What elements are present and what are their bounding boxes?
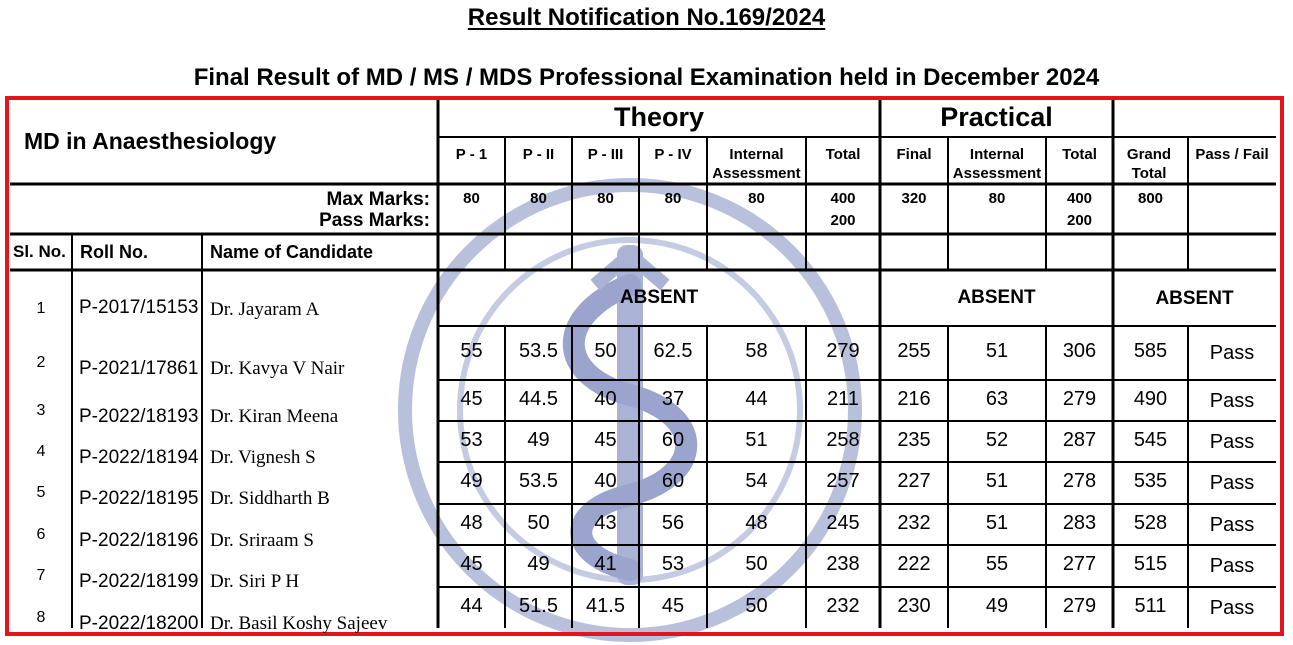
col-internal: Internal Assessment <box>712 146 801 182</box>
row-8-final: 230 <box>897 595 931 617</box>
row-2-total: 279 <box>826 340 860 362</box>
row-6-grand: 528 <box>1133 512 1168 534</box>
max-p4: 80 <box>664 190 682 207</box>
row-3-ptotal: 279 <box>1062 388 1097 410</box>
pass-theory-total: 200 <box>830 212 856 229</box>
max-final: 320 <box>901 190 927 207</box>
row-3-result: Pass <box>1209 390 1255 412</box>
row-1-theory-absent: ABSENT <box>619 287 699 308</box>
row-2-pia: 51 <box>985 340 1009 362</box>
max-theory-total: 400 <box>830 190 856 207</box>
row-4-p1: 53 <box>460 429 483 451</box>
row-3-p3: 40 <box>594 388 617 410</box>
row-6-ptotal: 283 <box>1062 512 1097 534</box>
row-5-p3: 40 <box>594 470 617 492</box>
row-8-p4: 45 <box>661 595 685 617</box>
max-p1: 80 <box>463 190 480 207</box>
practical-header: Practical <box>940 102 1053 132</box>
row-3-p2: 44.5 <box>519 388 558 410</box>
row-6-result: Pass <box>1209 514 1255 536</box>
row-4-final: 235 <box>897 429 931 451</box>
notification-title-text: Result Notification No.169/2024 <box>467 4 826 31</box>
row-7-grand: 515 <box>1133 553 1168 575</box>
row-3-name: Dr. Kiran Meena <box>210 406 339 427</box>
col-pass-fail: Pass / Fail <box>1195 146 1269 163</box>
row-2-ptotal: 306 <box>1062 340 1097 362</box>
row-7-final: 222 <box>897 553 931 575</box>
row-6-ia: 48 <box>745 512 768 534</box>
pass-marks-label: Pass Marks: <box>319 210 430 231</box>
row-3-total: 211 <box>827 388 859 410</box>
row-7-name: Dr. Siri P H <box>210 571 300 592</box>
max-marks-label: Max Marks: <box>326 189 430 210</box>
row-4-grand: 545 <box>1133 429 1168 451</box>
col-theory-total: Total <box>825 146 861 163</box>
row-3-p4: 37 <box>661 388 685 410</box>
row-4-p2: 49 <box>527 429 550 451</box>
row-8-grand: 511 <box>1134 595 1167 617</box>
row-5-result: Pass <box>1209 472 1255 494</box>
row-3-sl: 3 <box>36 402 46 419</box>
row-3-roll: P-2022/18193 <box>79 406 199 427</box>
roll-no-header: Roll No. <box>80 242 148 262</box>
row-6-name: Dr. Sriraam S <box>210 530 314 551</box>
row-2-p4: 62.5 <box>653 340 693 362</box>
sl-no-header: Sl. No. <box>13 242 66 261</box>
row-7-ptotal: 277 <box>1062 553 1097 575</box>
row-4-p3: 45 <box>594 429 617 451</box>
row-4-name: Dr. Vignesh S <box>210 447 316 468</box>
col-practical-total: Total <box>1062 146 1097 163</box>
row-7-result: Pass <box>1209 555 1255 577</box>
row-8-name: Dr. Basil Koshy Sajeev <box>210 613 388 634</box>
row-5-grand: 535 <box>1133 470 1168 492</box>
col-p3: P - III <box>587 146 624 163</box>
row-4-ptotal: 287 <box>1062 429 1097 451</box>
theory-header: Theory <box>613 102 705 132</box>
row-5-ptotal: 278 <box>1062 470 1097 492</box>
row-7-p1: 45 <box>460 553 483 575</box>
row-8-p3: 41.5 <box>586 595 625 617</box>
row-6-sl: 6 <box>36 526 46 543</box>
result-subtitle: Final Result of MD / MS / MDS Professional Examination held in December 2024 <box>193 64 1100 91</box>
row-4-total: 258 <box>826 429 860 451</box>
row-8-p2: 51.5 <box>519 595 558 617</box>
row-5-pia: 51 <box>985 470 1009 492</box>
row-8-ptotal: 279 <box>1062 595 1097 617</box>
col-p2: P - II <box>522 146 555 163</box>
row-8-total: 232 <box>826 595 860 617</box>
row-7-ia: 50 <box>745 553 768 575</box>
row-5-p1: 49 <box>460 470 483 492</box>
row-7-p3: 41 <box>594 553 617 575</box>
row-4-roll: P-2022/18194 <box>79 447 199 468</box>
row-8-ia: 50 <box>745 595 768 617</box>
row-4-ia: 51 <box>745 429 768 451</box>
row-2-grand: 585 <box>1133 340 1168 362</box>
row-5-ia: 54 <box>745 470 768 492</box>
row-6-p1: 48 <box>460 512 483 534</box>
row-2-name: Dr. Kavya V Nair <box>210 358 345 379</box>
row-8-sl: 8 <box>36 609 46 626</box>
max-p3: 80 <box>597 190 614 207</box>
row-5-p2: 53.5 <box>519 470 558 492</box>
row-5-final: 227 <box>897 470 931 492</box>
row-5-p4: 60 <box>661 470 685 492</box>
row-2-ia: 58 <box>745 340 768 362</box>
row-1-practical-absent: ABSENT <box>957 287 1036 308</box>
row-4-p4: 60 <box>661 429 685 451</box>
row-3-p1: 45 <box>460 388 483 410</box>
col-practical-internal: Internal Assessment <box>952 146 1042 182</box>
row-7-p2: 49 <box>527 553 550 575</box>
row-7-p4: 53 <box>661 553 685 575</box>
row-6-final: 232 <box>897 512 931 534</box>
row-2-final: 255 <box>897 340 931 362</box>
row-6-pia: 51 <box>985 512 1009 534</box>
course-name: MD in Anaesthesiology <box>24 128 277 154</box>
row-8-pia: 49 <box>985 595 1009 617</box>
row-8-p1: 44 <box>460 595 483 617</box>
row-6-p3: 43 <box>594 512 617 534</box>
row-8-result: Pass <box>1209 597 1255 619</box>
row-7-pia: 55 <box>985 553 1009 575</box>
row-3-final: 216 <box>897 388 931 410</box>
col-grand-total: Grand Total <box>1126 146 1172 182</box>
row-1-name: Dr. Jayaram A <box>210 299 320 320</box>
col-final: Final <box>896 146 932 163</box>
row-4-result: Pass <box>1209 431 1255 453</box>
row-1-grand-absent: ABSENT <box>1155 288 1234 309</box>
row-4-pia: 52 <box>985 429 1009 451</box>
row-1-sl: 1 <box>36 300 46 317</box>
row-7-total: 238 <box>826 553 860 575</box>
notification-title <box>0 4 1293 32</box>
row-3-pia: 63 <box>985 388 1009 410</box>
col-p4: P - IV <box>654 146 692 163</box>
row-4-sl: 4 <box>36 443 46 460</box>
row-2-sl: 2 <box>36 354 46 371</box>
row-6-total: 245 <box>826 512 860 534</box>
row-2-result: Pass <box>1209 342 1255 364</box>
max-practical-internal: 80 <box>988 190 1006 207</box>
row-6-roll: P-2022/18196 <box>79 530 199 551</box>
row-3-grand: 490 <box>1133 388 1168 410</box>
max-internal: 80 <box>748 190 765 207</box>
row-1-roll: P-2017/15153 <box>79 297 199 318</box>
row-7-roll: P-2022/18199 <box>79 571 199 592</box>
row-5-roll: P-2022/18195 <box>79 488 199 509</box>
max-p2: 80 <box>530 190 547 207</box>
row-5-total: 257 <box>826 470 860 492</box>
row-3-ia: 44 <box>745 388 768 410</box>
row-5-sl: 5 <box>36 484 46 501</box>
row-2-p3: 50 <box>594 340 617 362</box>
row-8-roll: P-2022/18200 <box>79 613 199 634</box>
row-6-p2: 50 <box>527 512 550 534</box>
col-p1: P - 1 <box>455 146 488 163</box>
row-5-name: Dr. Siddharth B <box>210 488 330 509</box>
max-practical-total: 400 <box>1066 190 1093 207</box>
row-7-sl: 7 <box>36 567 46 584</box>
row-2-roll: P-2021/17861 <box>79 358 199 379</box>
pass-practical-total: 200 <box>1066 212 1093 229</box>
row-2-p2: 53.5 <box>519 340 558 362</box>
candidate-name-header: Name of Candidate <box>210 242 374 262</box>
row-6-p4: 56 <box>661 512 685 534</box>
row-2-p1: 55 <box>460 340 483 362</box>
max-grand-total: 800 <box>1137 190 1164 207</box>
